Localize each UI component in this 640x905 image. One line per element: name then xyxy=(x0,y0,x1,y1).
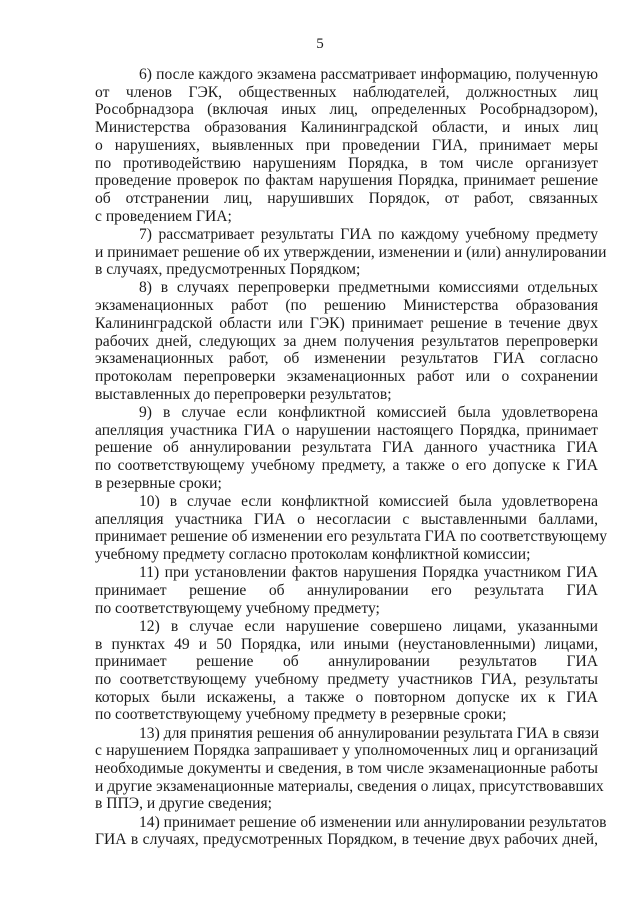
text-line: принимает решение об аннулировании результатов ГИА xyxy=(95,653,598,671)
paragraph-p13 xyxy=(95,724,604,814)
text-line: экзаменационных работ (по решению Министерства образования xyxy=(95,297,598,315)
text-line: по соответствующему учебному предмету, а также о его допуске к ГИА xyxy=(95,456,598,474)
paragraph-p6 xyxy=(95,66,598,225)
text-line: которых были искажены, а также о повторном допуске их к ГИА xyxy=(95,688,598,706)
paragraph-p9 xyxy=(95,404,598,493)
text-line: апелляция участника ГИА о нарушении настоящего Порядка, принимает xyxy=(95,421,598,439)
text-line: 7) рассматривает результаты ГИА по каждому учебному предмету xyxy=(139,225,598,243)
text-line: по соответствующему учебному предмету участников ГИА, результаты xyxy=(95,670,598,688)
text-line: по противодействию нарушениям Порядка, в том числе организует xyxy=(95,154,598,172)
text-line: проведение проверок по фактам нарушения Порядка, принимает решение xyxy=(95,172,598,190)
text-line: в случаях, предусмотренных Порядком; xyxy=(95,261,361,279)
text-line: 10) в случае если конфликтной комиссией была удовлетворена xyxy=(139,492,598,510)
text-line: и другие экзаменационные материалы, сведения о лицах, присутствовавших xyxy=(95,777,604,795)
paragraph-p8 xyxy=(95,279,598,403)
text-line: выставленных до перепроверки результатов; xyxy=(95,385,392,403)
text-line: 13) для принятия решения об аннулировании результата ГИА в связи xyxy=(139,724,600,742)
text-line: 11) при установлении фактов нарушения Порядка участником ГИА xyxy=(139,564,598,582)
paragraph-p12 xyxy=(95,618,598,724)
text-line: 8) в случаях перепроверки предметными комиссиями отдельных xyxy=(139,279,598,297)
text-line: с проведением ГИА; xyxy=(95,207,232,225)
text-line: о нарушениях, выявленных при проведении ГИА, принимает меры xyxy=(95,136,598,154)
text-line: принимает решение об аннулировании его результата ГИА xyxy=(95,581,598,599)
document-body xyxy=(95,66,608,849)
text-line: в ППЭ, и другие сведения; xyxy=(95,795,272,813)
text-line: по соответствующему учебному предмету; xyxy=(95,599,380,617)
text-line: Министерства образования Калининградской области, и иных лиц xyxy=(95,119,598,137)
paragraph-p11 xyxy=(95,564,598,617)
text-line: в пунктах 49 и 50 Порядка, или иными (неустановленными) лицами, xyxy=(95,635,598,653)
text-line: об отстранении лиц, нарушивших Порядок, от работ, связанных xyxy=(95,189,598,207)
text-line: Калининградской области или ГЭК) принимает решение в течение двух xyxy=(95,314,598,332)
text-line: от членов ГЭК, общественных наблюдателей, должностных лиц xyxy=(95,83,598,101)
text-line: 6) после каждого экзамена рассматривает информацию, полученную xyxy=(139,66,598,83)
text-line: 9) в случае если конфликтной комиссией была удовлетворена xyxy=(139,403,598,421)
text-line: 14) принимает решение об изменении или аннулировании результатов xyxy=(139,813,607,831)
text-line: экзаменационных работ, об изменении результатов ГИА согласно xyxy=(95,350,598,368)
paragraph-p14 xyxy=(95,813,607,849)
text-line: ГИА в случаях, предусмотренных Порядком, в течение двух рабочих дней, xyxy=(95,831,598,849)
paragraph-p10 xyxy=(95,492,608,564)
text-line: принимает решение об изменении его результата ГИА по соответствующему xyxy=(95,528,608,546)
text-line: необходимые документы и сведения, в том числе экзаменационные работы xyxy=(95,759,598,777)
text-line: апелляция участника ГИА о несогласии с выставленными баллами, xyxy=(95,510,598,528)
text-line: 12) в случае если нарушение совершено лицами, указанными xyxy=(139,617,598,635)
text-line: с нарушением Порядка запрашивает у уполномоченных лиц и организаций xyxy=(95,742,598,760)
text-line: Рособрнадзора (включая иных лиц, определенных Рособрнадзором), xyxy=(95,101,598,119)
text-line: по соответствующему учебному предмету в резервные сроки; xyxy=(95,706,507,724)
text-line: учебному предмету согласно протоколам конфликтной комиссии; xyxy=(95,545,531,563)
text-line: протоколам перепроверки экзаменационных работ или о сохранении xyxy=(95,367,598,385)
text-line: рабочих дней, следующих за днем получения результатов перепроверки xyxy=(95,332,598,350)
paragraph-p7 xyxy=(95,225,607,279)
text-line: и принимает решение об их утверждении, изменении и (или) аннулировании xyxy=(95,243,607,261)
page-number: 5 xyxy=(316,36,324,52)
text-line: решение об аннулировании результата ГИА данного участника ГИА xyxy=(95,439,598,457)
text-line: в резервные сроки; xyxy=(95,474,222,492)
